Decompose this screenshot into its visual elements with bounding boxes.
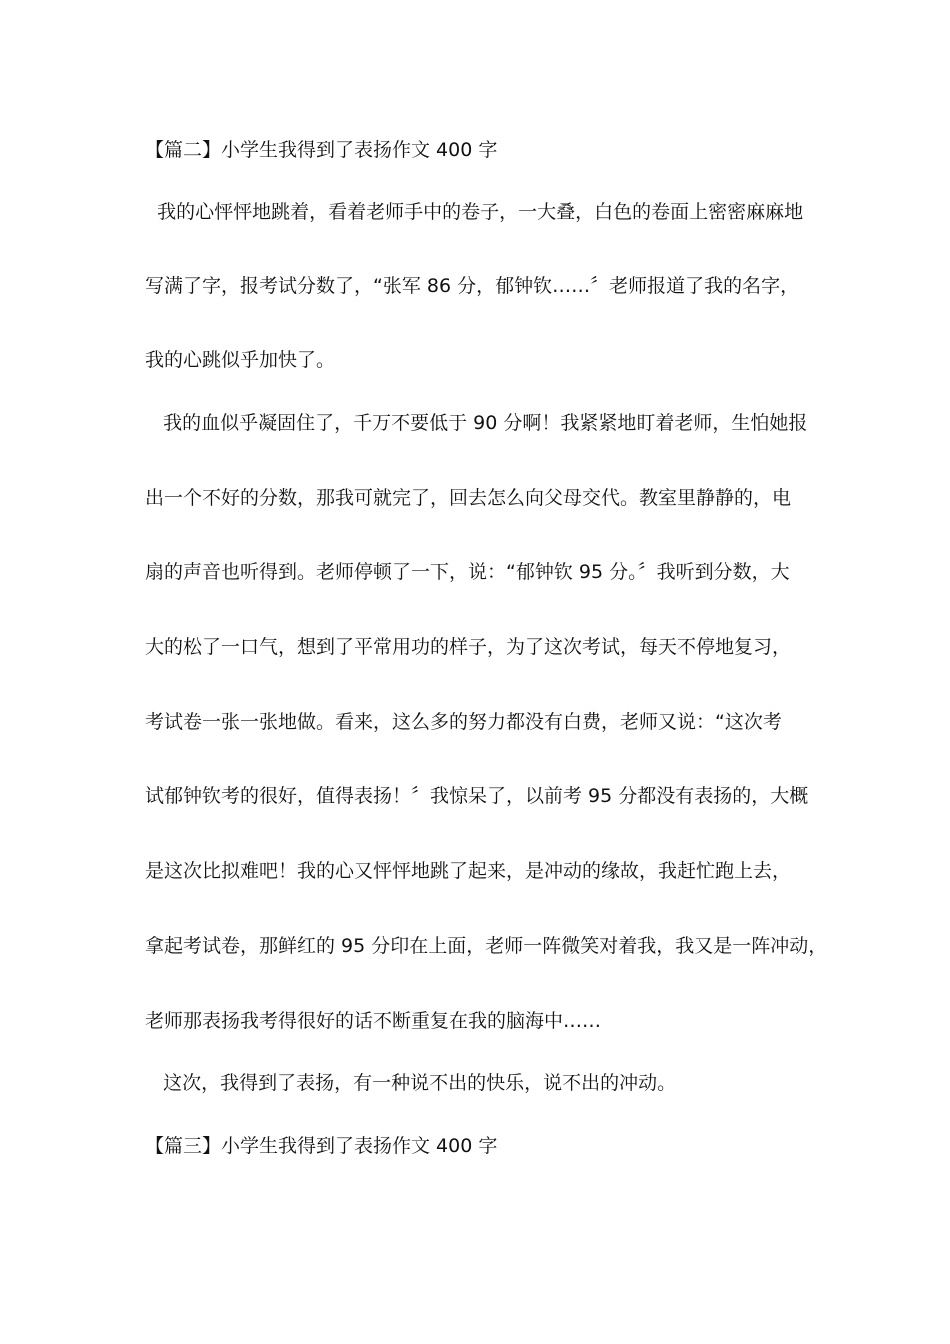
- paragraph-line: 拿起考试卷，那鲜红的 95 分印在上面，老师一阵微笑对着我，我又是一阵冲动，: [145, 935, 828, 957]
- paragraph-line: 出一个不好的分数，那我可就完了，回去怎么向父母交代。教室里静静的，电: [145, 487, 792, 509]
- paragraph-line: 试郁钟钦考的很好，值得表扬！〞我惊呆了，以前考 95 分都没有表扬的，大概: [145, 785, 809, 807]
- paragraph-line: 是这次比拟难吧！我的心又怦怦地跳了起来，是冲动的缘故，我赶忙跑上去，: [145, 860, 792, 882]
- paragraph-line: 老师那表扬我考得很好的话不断重复在我的脑海中……: [145, 1010, 602, 1032]
- paragraph-line: 我的血似乎凝固住了，千万不要低于 90 分啊！我紧紧地盯着老师，生怕她报: [145, 412, 808, 434]
- paragraph-line: 我的心怦怦地跳着，看着老师手中的卷子，一大叠，白色的卷面上密密麻麻地: [145, 201, 804, 223]
- paragraph-line: 写满了字，报考试分数了，“张军 86 分，郁钟钦……〞老师报道了我的名字，: [145, 275, 800, 297]
- section-heading-3: 【篇三】小学生我得到了表扬作文 400 字: [145, 1135, 498, 1157]
- paragraph-line: 考试卷一张一张地做。看来，这么多的努力都没有白费，老师又说：“这次考: [145, 711, 782, 733]
- paragraph-line: 这次，我得到了表扬，有一种说不出的快乐，说不出的冲动。: [145, 1072, 677, 1094]
- section-heading-2: 【篇二】小学生我得到了表扬作文 400 字: [145, 139, 498, 161]
- paragraph-line: 大的松了一口气，想到了平常用功的样子，为了这次考试，每天不停地复习，: [145, 636, 792, 658]
- paragraph-line: 我的心跳似乎加快了。: [145, 349, 336, 371]
- paragraph-line: 扇的声音也听得到。老师停顿了一下，说：“郁钟钦 95 分。〞我听到分数，大: [145, 561, 790, 583]
